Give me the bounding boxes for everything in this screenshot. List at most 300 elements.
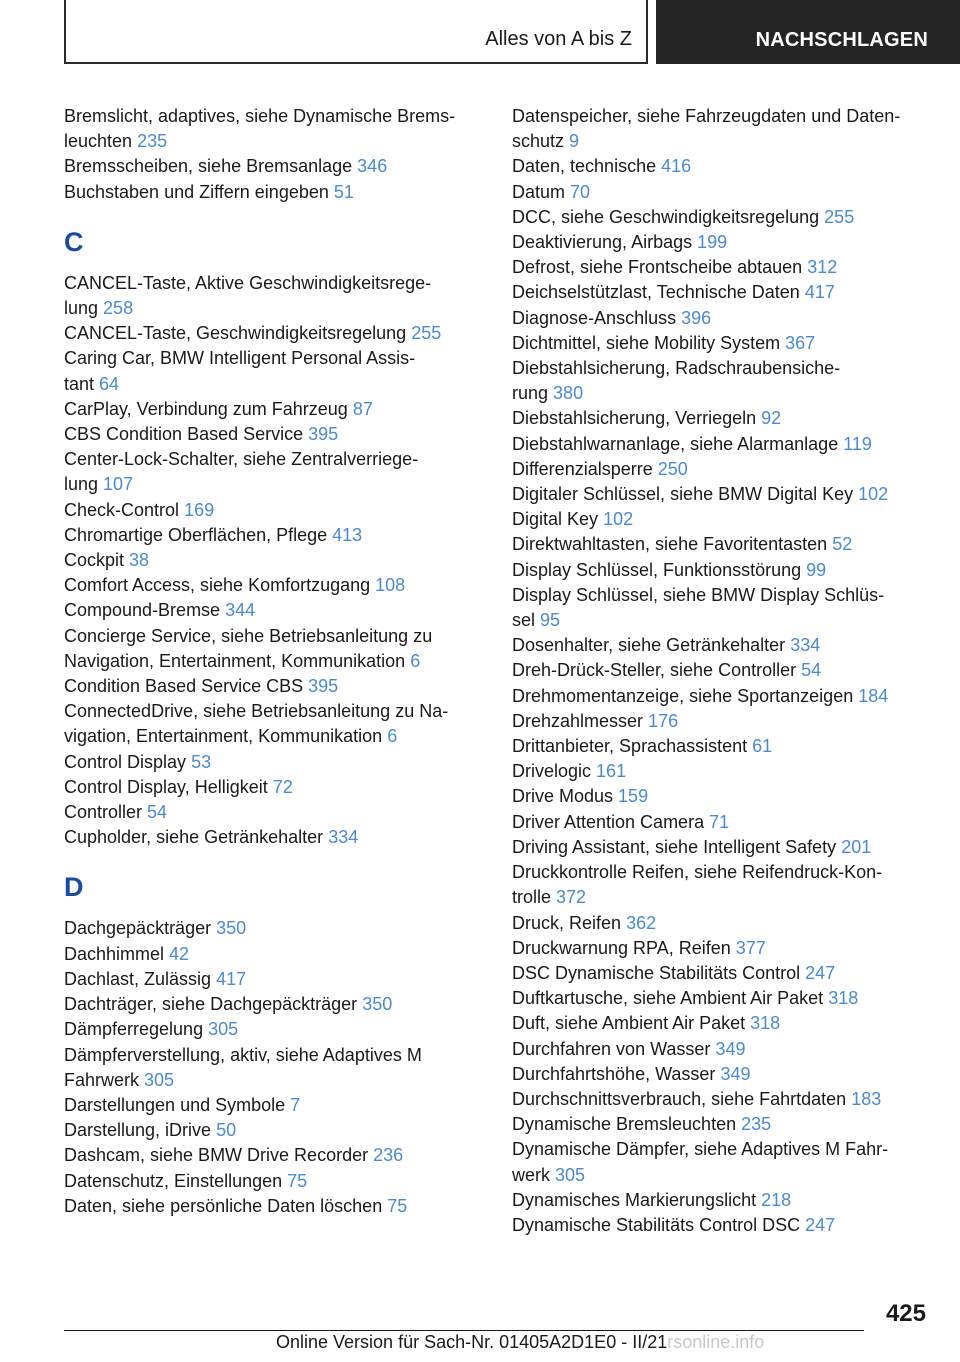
index-entry xyxy=(512,1011,932,1036)
index-entry-term: Druckwarnung RPA, Reifen xyxy=(512,937,731,958)
page-reference-link[interactable]: 305 xyxy=(208,1019,239,1040)
index-entry xyxy=(512,911,932,936)
header-section-title: Alles von A bis Z xyxy=(485,28,632,50)
index-entry-term: schutz xyxy=(512,131,565,152)
index-entry xyxy=(512,255,932,280)
index-entry-term: rung xyxy=(512,383,549,404)
index-entry-text xyxy=(512,154,932,179)
index-entry-text xyxy=(512,936,932,961)
page-reference-link[interactable]: 218 xyxy=(761,1189,792,1210)
index-entry-term: werk xyxy=(512,1164,551,1185)
index-entry-term: Dämpferregelung xyxy=(64,1019,204,1040)
index-entry-text xyxy=(64,422,480,447)
index-entry-term: Buchstaben und Ziffern eingeben xyxy=(64,181,329,202)
index-entry-text xyxy=(512,658,932,683)
index-entry xyxy=(512,810,932,835)
footer-divider xyxy=(64,1330,864,1331)
page-reference-link[interactable]: 53 xyxy=(191,751,212,772)
page-reference-link[interactable]: 6 xyxy=(410,650,421,671)
index-entry-term: Deichselstützlast, Technische Daten xyxy=(512,282,800,303)
page-reference-link[interactable]: 71 xyxy=(709,811,730,832)
index-entry-term: Caring Car, BMW Intelligent Personal Assis- xyxy=(64,348,416,369)
index-entry-text xyxy=(512,583,932,608)
page-reference-link[interactable]: 247 xyxy=(805,1214,836,1235)
index-entry-text xyxy=(512,986,932,1011)
index-entry-text xyxy=(512,1213,932,1238)
page-reference-link[interactable]: 305 xyxy=(555,1164,586,1185)
page-reference-link[interactable]: 70 xyxy=(570,181,591,202)
index-entry-term: Drehzahlmesser xyxy=(512,710,644,731)
index-entry-text xyxy=(64,523,480,548)
index-entry-term: Condition Based Service CBS xyxy=(64,676,304,697)
page-reference-link[interactable]: 318 xyxy=(750,1013,781,1034)
index-entry-text xyxy=(64,296,480,321)
index-entry xyxy=(64,1043,480,1093)
index-entry-text xyxy=(64,1093,480,1118)
index-entry-term: Chromartige Oberflächen, Pflege xyxy=(64,524,328,545)
page-reference-link[interactable]: 235 xyxy=(137,131,168,152)
index-entry xyxy=(512,936,932,961)
index-entry-text xyxy=(512,835,932,860)
page-reference-link[interactable]: 377 xyxy=(735,937,766,958)
page-reference-link[interactable]: 50 xyxy=(216,1120,237,1141)
footer-watermark: rsonline.info xyxy=(667,1332,765,1352)
index-entry xyxy=(512,835,932,860)
page-reference-link[interactable]: 380 xyxy=(553,383,584,404)
index-entry-text xyxy=(512,1087,932,1112)
index-entry xyxy=(512,709,932,734)
index-entry-text xyxy=(512,558,932,583)
index-entry-term: Digitaler Schlüssel, siehe BMW Digital Key xyxy=(512,484,854,505)
index-entry-term: Digital Key xyxy=(512,509,599,530)
page-reference-link[interactable]: 367 xyxy=(785,332,816,353)
page-reference-link[interactable]: 87 xyxy=(352,398,373,419)
index-entry xyxy=(512,154,932,179)
index-entry-text xyxy=(64,992,480,1017)
index-entry-text xyxy=(64,649,480,674)
page-reference-link[interactable]: 235 xyxy=(741,1114,772,1135)
page-reference-link[interactable]: 52 xyxy=(832,534,853,555)
index-entry-term: Driver Attention Camera xyxy=(512,811,705,832)
index-entry-term: Drehmomentanzeige, siehe Sportanzeigen xyxy=(512,685,854,706)
index-entry-term: Duft, siehe Ambient Air Paket xyxy=(512,1013,746,1034)
index-entry-term: Cockpit xyxy=(64,550,125,571)
index-entry-term: Dichtmittel, siehe Mobility System xyxy=(512,332,781,353)
index-entry-term: Differenzialsperre xyxy=(512,458,653,479)
index-entry xyxy=(64,422,480,447)
index-entry-term: Darstellung, iDrive xyxy=(64,1120,212,1141)
index-entry xyxy=(512,986,932,1011)
index-entry-term: Daten, technische xyxy=(512,156,657,177)
page-reference-link[interactable]: 92 xyxy=(761,408,782,429)
index-entry-text xyxy=(512,1062,932,1087)
header-section-box xyxy=(64,0,648,64)
index-entry-text xyxy=(512,104,932,129)
page-reference-link[interactable]: 95 xyxy=(540,610,561,631)
page-reference-link[interactable]: 201 xyxy=(841,836,872,857)
index-entry xyxy=(512,482,932,507)
index-entry-term: Controller xyxy=(64,802,143,823)
page-reference-link[interactable]: 107 xyxy=(103,474,134,495)
index-entry xyxy=(512,507,932,532)
page-reference-link[interactable]: 183 xyxy=(851,1088,882,1109)
page-reference-link[interactable]: 169 xyxy=(184,499,215,520)
index-entry-text xyxy=(64,1169,480,1194)
index-entry xyxy=(64,1093,480,1118)
index-entry-term: Fahrwerk xyxy=(64,1069,140,1090)
index-entry xyxy=(64,498,480,523)
page-reference-link[interactable]: 312 xyxy=(807,257,838,278)
index-entry-text xyxy=(512,633,932,658)
page-reference-link[interactable]: 395 xyxy=(308,424,339,445)
index-entry xyxy=(512,532,932,557)
index-entry-term: Control Display xyxy=(64,751,187,772)
index-entry-term: Control Display, Helligkeit xyxy=(64,776,268,797)
index-entry-term: Dosenhalter, siehe Getränkehalter xyxy=(512,635,786,656)
page-reference-link[interactable]: 372 xyxy=(556,887,587,908)
index-entry-term: Datum xyxy=(512,181,566,202)
index-entry-text xyxy=(64,498,480,523)
page-reference-link[interactable]: 396 xyxy=(681,307,712,328)
index-entry-term: Druck, Reifen xyxy=(512,912,622,933)
index-entry-text xyxy=(64,674,480,699)
page-reference-link[interactable]: 176 xyxy=(648,710,679,731)
index-entry-text xyxy=(64,800,480,825)
page-reference-link[interactable]: 64 xyxy=(99,373,120,394)
index-entry-text xyxy=(64,825,480,850)
index-entry-text xyxy=(64,346,480,371)
page-reference-link[interactable]: 6 xyxy=(387,726,398,747)
index-entry-text xyxy=(64,397,480,422)
index-entry-text xyxy=(512,457,932,482)
index-entry xyxy=(64,180,480,205)
page-reference-link[interactable]: 108 xyxy=(375,575,406,596)
index-entry-term: Dachträger, siehe Dachgepäckträger xyxy=(64,994,358,1015)
index-entry-term: ConnectedDrive, siehe Betriebsanleitung zu Na- xyxy=(64,701,449,722)
index-entry xyxy=(64,598,480,623)
index-entry-term: Diebstahlwarnanlage, siehe Alarmanlage xyxy=(512,433,839,454)
index-entry xyxy=(512,230,932,255)
index-entry-text xyxy=(512,180,932,205)
page-reference-link[interactable]: 417 xyxy=(216,968,247,989)
index-entry xyxy=(512,583,932,633)
index-entry xyxy=(64,1194,480,1219)
page-reference-link[interactable]: 346 xyxy=(357,156,388,177)
index-entry-text xyxy=(64,775,480,800)
index-entry xyxy=(64,775,480,800)
section-letter: D xyxy=(64,872,84,903)
index-entry-term: Daten, siehe persönliche Daten löschen xyxy=(64,1195,383,1216)
index-entry xyxy=(64,447,480,497)
index-entry-text xyxy=(512,482,932,507)
index-entry-term: CANCEL-Taste, Aktive Geschwindigkeitsrege- xyxy=(64,272,432,293)
page-reference-link[interactable]: 75 xyxy=(287,1170,308,1191)
page-reference-link[interactable]: 334 xyxy=(328,827,359,848)
index-entry xyxy=(512,759,932,784)
index-entry-text xyxy=(512,1188,932,1213)
index-entry-text xyxy=(512,784,932,809)
index-entry xyxy=(512,205,932,230)
index-entry-text xyxy=(512,885,932,910)
index-entry-text xyxy=(512,759,932,784)
index-entry-term: CarPlay, Verbindung zum Fahrzeug xyxy=(64,398,348,419)
index-entry xyxy=(64,523,480,548)
index-column-left xyxy=(64,104,480,1219)
footer-version-text: Online Version für Sach-Nr. 01405A2D1E0 - II/21 xyxy=(276,1332,668,1352)
index-entry xyxy=(64,624,480,674)
index-entry-text xyxy=(512,734,932,759)
index-entry-term: Drive Modus xyxy=(512,786,614,807)
page-reference-link[interactable]: 247 xyxy=(805,962,836,983)
index-entry xyxy=(512,1188,932,1213)
index-entry xyxy=(512,1112,932,1137)
index-entry-text xyxy=(512,356,932,381)
page-reference-link[interactable]: 51 xyxy=(333,181,354,202)
page-reference-link[interactable]: 395 xyxy=(308,676,339,697)
page-reference-link[interactable]: 413 xyxy=(332,524,363,545)
page-reference-link[interactable]: 159 xyxy=(618,786,649,807)
page-reference-link[interactable]: 349 xyxy=(720,1063,751,1084)
page-reference-link[interactable]: 99 xyxy=(806,559,827,580)
index-entry-term: Deaktivierung, Airbags xyxy=(512,232,693,253)
index-entry-text xyxy=(64,1194,480,1219)
page-reference-link[interactable]: 362 xyxy=(626,912,657,933)
index-entry-term: vigation, Entertainment, Kommunikation xyxy=(64,726,383,747)
footer xyxy=(276,1332,764,1353)
index-entry-term: Durchfahren von Wasser xyxy=(512,1038,711,1059)
index-entry-text xyxy=(64,372,480,397)
index-entry xyxy=(64,674,480,699)
index-entry-text xyxy=(512,1112,932,1137)
page-reference-link[interactable]: 334 xyxy=(790,635,821,656)
index-entry xyxy=(64,825,480,850)
index-entry-text xyxy=(64,750,480,775)
index-entry-text xyxy=(64,321,480,346)
index-entry-term: Dynamische Bremsleuchten xyxy=(512,1114,737,1135)
page-reference-link[interactable]: 344 xyxy=(225,600,256,621)
page-reference-link[interactable]: 417 xyxy=(804,282,835,303)
page-reference-link[interactable]: 42 xyxy=(169,943,190,964)
index-entry-text xyxy=(512,406,932,431)
index-entry-term: Darstellungen und Symbole xyxy=(64,1094,286,1115)
index-entry-term: CANCEL-Taste, Geschwindigkeitsregelung xyxy=(64,323,407,344)
index-entry-term: Defrost, siehe Frontscheibe abtauen xyxy=(512,257,803,278)
page-reference-link[interactable]: 236 xyxy=(373,1145,404,1166)
index-entry-text xyxy=(64,104,480,129)
index-entry-text xyxy=(64,180,480,205)
index-entry xyxy=(64,750,480,775)
index-entry-term: Drittanbieter, Sprachassistent xyxy=(512,736,748,757)
index-entry-term: Display Schlüssel, siehe BMW Display Schlüs- xyxy=(512,584,885,605)
page-reference-link[interactable]: 102 xyxy=(603,509,634,530)
index-entry-text xyxy=(512,684,932,709)
page-reference-link[interactable]: 318 xyxy=(828,988,859,1009)
index-entry-text xyxy=(512,129,932,154)
index-entry-text xyxy=(512,709,932,734)
index-entry xyxy=(64,942,480,967)
index-entry-text xyxy=(64,472,480,497)
index-entry-term: Datenspeicher, siehe Fahrzeugdaten und Daten- xyxy=(512,106,901,126)
page-reference-link[interactable]: 75 xyxy=(387,1195,408,1216)
index-entry xyxy=(64,1169,480,1194)
index-entry xyxy=(512,1213,932,1238)
index-entry-term: Navigation, Entertainment, Kommunikation xyxy=(64,650,406,671)
index-entry-term: Dynamische Stabilitäts Control DSC xyxy=(512,1214,801,1235)
index-entry xyxy=(64,397,480,422)
page-reference-link[interactable]: 250 xyxy=(657,458,688,479)
index-entry-term: sel xyxy=(512,610,536,631)
page-reference-link[interactable]: 305 xyxy=(144,1069,175,1090)
index-entry-term: trolle xyxy=(512,887,552,908)
index-entry-text xyxy=(512,860,932,885)
index-entry-text xyxy=(512,331,932,356)
page-reference-link[interactable]: 54 xyxy=(147,802,168,823)
page-reference-link[interactable]: 102 xyxy=(858,484,889,505)
index-entry xyxy=(512,684,932,709)
index-entry xyxy=(512,860,932,910)
page-reference-link[interactable]: 350 xyxy=(216,918,247,939)
index-entry xyxy=(512,734,932,759)
index-entry-text xyxy=(64,699,480,724)
index-entry-term: Dashcam, siehe BMW Drive Recorder xyxy=(64,1145,369,1166)
index-entry xyxy=(64,154,480,179)
index-entry-term: Cupholder, siehe Getränkehalter xyxy=(64,827,324,848)
index-column-right xyxy=(512,104,932,1238)
index-entry-term: Diebstahlsicherung, Radschraubensiche- xyxy=(512,358,841,379)
index-entry-text xyxy=(512,961,932,986)
index-entry xyxy=(64,104,480,154)
index-entry xyxy=(64,992,480,1017)
page-reference-link[interactable]: 255 xyxy=(411,323,442,344)
index-entry xyxy=(512,633,932,658)
index-entry-text xyxy=(512,230,932,255)
index-entry-text xyxy=(64,271,480,296)
index-entry-term: Durchfahrtshöhe, Wasser xyxy=(512,1063,716,1084)
page-reference-link[interactable]: 7 xyxy=(290,1094,301,1115)
index-entry xyxy=(64,1118,480,1143)
page-reference-link[interactable]: 72 xyxy=(272,776,293,797)
index-entry-term: Durchschnittsverbrauch, siehe Fahrtdaten xyxy=(512,1088,847,1109)
index-entry xyxy=(512,280,932,305)
index-entry xyxy=(512,180,932,205)
index-entry-term: Dämpferverstellung, aktiv, siehe Adaptives M xyxy=(64,1044,422,1065)
index-entry-text xyxy=(64,1068,480,1093)
section-letter: C xyxy=(64,226,84,257)
index-entry xyxy=(512,406,932,431)
index-entry-text xyxy=(512,1163,932,1188)
index-entry-term: Dreh-Drück-Steller, siehe Controller xyxy=(512,660,797,681)
page-reference-link[interactable]: 61 xyxy=(752,736,773,757)
index-entry xyxy=(64,800,480,825)
index-entry-term: Diagnose-Anschluss xyxy=(512,307,677,328)
index-entry-text xyxy=(512,532,932,557)
header-chapter-box xyxy=(656,0,960,64)
index-entry-term: Compound-Bremse xyxy=(64,600,221,621)
index-entry-text xyxy=(64,942,480,967)
index-entry xyxy=(512,356,932,406)
index-entry-term: Dachlast, Zulässig xyxy=(64,968,212,989)
index-entry-text xyxy=(64,1118,480,1143)
index-entry-term: Dynamisches Markierungslicht xyxy=(512,1189,757,1210)
index-entry-term: Dachgepäckträger xyxy=(64,918,212,939)
index-entry-text xyxy=(512,810,932,835)
index-entry-text xyxy=(64,724,480,749)
index-entry-term: Dynamische Dämpfer, siehe Adaptives M Fahr- xyxy=(512,1139,889,1160)
index-entry-term: Direktwahltasten, siehe Favoritentasten xyxy=(512,534,828,555)
index-entry xyxy=(512,1137,932,1187)
index-entry xyxy=(64,346,480,396)
index-entry-text xyxy=(64,624,480,649)
page-reference-link[interactable]: 255 xyxy=(824,206,855,227)
index-entry xyxy=(512,432,932,457)
index-entry xyxy=(64,1143,480,1168)
index-entry xyxy=(64,1017,480,1042)
index-entry-term: Driving Assistant, siehe Intelligent Safety xyxy=(512,836,837,857)
page-reference-link[interactable]: 38 xyxy=(129,550,150,571)
header-chapter-title: NACHSCHLAGEN xyxy=(755,29,928,51)
index-entry xyxy=(512,658,932,683)
page-reference-link[interactable]: 54 xyxy=(801,660,822,681)
index-entry-text xyxy=(512,507,932,532)
index-entry-term: Datenschutz, Einstellungen xyxy=(64,1170,283,1191)
index-entry-text xyxy=(512,205,932,230)
index-entry xyxy=(64,967,480,992)
page-number: 425 xyxy=(885,1300,926,1327)
page-reference-link[interactable]: 161 xyxy=(596,761,627,782)
index-entry xyxy=(512,1087,932,1112)
index-entry xyxy=(64,699,480,749)
page-reference-link[interactable]: 416 xyxy=(661,156,692,177)
index-entry-term: CBS Condition Based Service xyxy=(64,424,304,445)
index-entry-term: DCC, siehe Geschwindigkeitsregelung xyxy=(512,206,820,227)
index-entry-term: Center-Lock-Schalter, siehe Zentralverriege- xyxy=(64,449,419,470)
page-reference-link[interactable]: 9 xyxy=(569,131,580,152)
page-reference-link[interactable]: 258 xyxy=(103,298,134,319)
index-entry xyxy=(512,961,932,986)
page-reference-link[interactable]: 350 xyxy=(362,994,393,1015)
index-entry xyxy=(512,1062,932,1087)
index-entry-text xyxy=(512,280,932,305)
index-entry xyxy=(64,271,480,321)
page-reference-link[interactable]: 184 xyxy=(858,685,889,706)
index-entry-text xyxy=(64,548,480,573)
index-entry-term: Diebstahlsicherung, Verriegeln xyxy=(512,408,757,429)
index-entry-text xyxy=(512,255,932,280)
index-entry-term: lung xyxy=(64,474,99,495)
page-reference-link[interactable]: 119 xyxy=(843,433,872,454)
page-reference-link[interactable]: 349 xyxy=(715,1038,746,1059)
index-entry xyxy=(512,1037,932,1062)
index-entry-text xyxy=(64,1017,480,1042)
index-entry xyxy=(64,321,480,346)
index-entry-text xyxy=(64,967,480,992)
page-reference-link[interactable]: 199 xyxy=(697,232,728,253)
index-entry xyxy=(512,306,932,331)
index-entry xyxy=(512,331,932,356)
index-entry-term: Drivelogic xyxy=(512,761,592,782)
index-entry-text xyxy=(64,154,480,179)
index-entry-text xyxy=(512,306,932,331)
index-entry-term: Comfort Access, siehe Komfortzugang xyxy=(64,575,371,596)
index-entry-text xyxy=(64,1143,480,1168)
index-entry-term: Bremsscheiben, siehe Bremsanlage xyxy=(64,156,353,177)
index-entry-text xyxy=(512,1137,932,1162)
index-entry-text xyxy=(512,381,932,406)
index-entry-term: Display Schlüssel, Funktionsstörung xyxy=(512,559,802,580)
index-entry-text xyxy=(64,916,480,941)
index-entry xyxy=(512,457,932,482)
index-entry-text xyxy=(64,447,480,472)
